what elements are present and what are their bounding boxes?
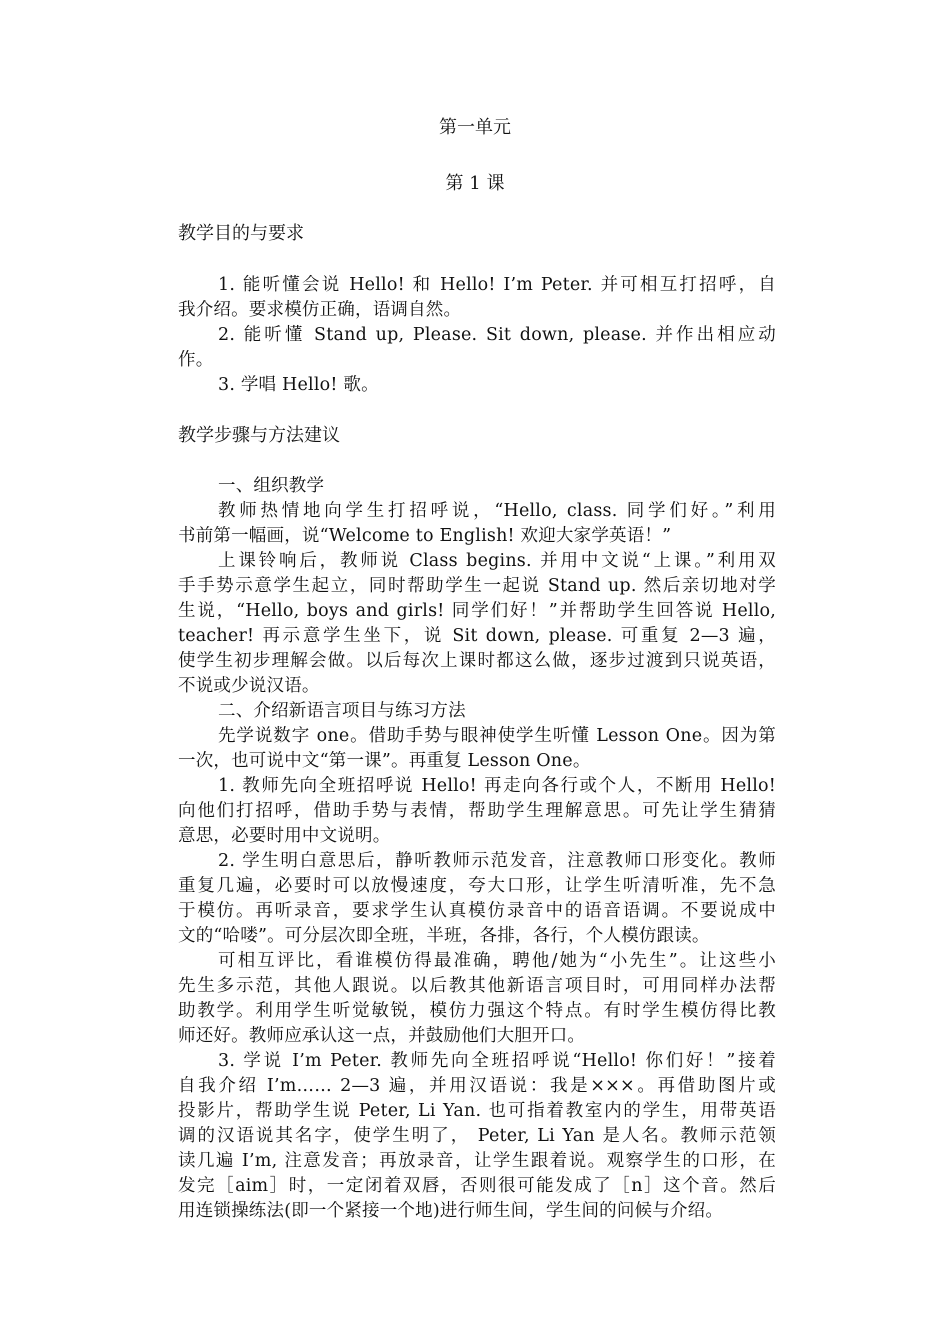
paragraph-line: 自我介绍 I’m…… 2—3 遍，并用汉语说：我是×××。再借助图片或 xyxy=(178,1076,776,1096)
section-heading-steps: 教学步骤与方法建议 xyxy=(178,425,340,446)
paragraph-line: 文的“哈喽”。可分层次即全班，半班，各排，各行，个人模仿跟读。 xyxy=(178,926,710,946)
paragraph-line: 师还好。教师应承认这一点，并鼓励他们大胆开口。 xyxy=(178,1026,586,1046)
subsection-heading: 二、介绍新语言项目与练习方法 xyxy=(218,701,466,721)
paragraph-line: 书前第一幅画，说“Welcome to English! 欢迎大家学英语！” xyxy=(178,526,672,546)
paragraph-line: 意思，必要时用中文说明。 xyxy=(178,826,391,846)
section-heading-goals: 教学目的与要求 xyxy=(178,223,304,244)
paragraph-line: 发完［aim］时，一定闭着双唇，否则很可能发成了［n］这个音。然后 xyxy=(178,1176,776,1196)
paragraph-line: 调的汉语说其名字，使学生明了， Peter, Li Yan 是人名。教师示范领 xyxy=(178,1126,776,1146)
paragraph-line: 助教学。利用学生听觉敏锐，模仿力强这个特点。有时学生模仿得比教 xyxy=(178,1001,776,1021)
paragraph-line: 3. 学说 I’m Peter. 教师先向全班招呼说“Hello! 你们好！”接着 xyxy=(218,1051,776,1071)
paragraph-line: 不说或少说汉语。 xyxy=(178,676,320,696)
paragraph-line: 先生多示范，其他人跟说。以后教其他新语言项目时，可用同样办法帮 xyxy=(178,976,776,996)
paragraph-line: 1. 教师先向全班招呼说 Hello! 再走向各行或个人，不断用 Hello! xyxy=(218,776,776,796)
paragraph-line: teacher! 再示意学生坐下，说 Sit down, please. 可重复 2—3 遍， xyxy=(178,626,776,646)
paragraph-line: 于模仿。再听录音，要求学生认真模仿录音中的语音语调。不要说成中 xyxy=(178,901,776,921)
paragraph-line: 投影片，帮助学生说 Peter, Li Yan. 也可指着教室内的学生，用带英语 xyxy=(178,1101,776,1121)
lesson-title: 第 1 课 xyxy=(445,173,505,194)
paragraph-line: 使学生初步理解会做。以后每次上课时都这么做，逐步过渡到只说英语， xyxy=(178,651,776,671)
paragraph-line: 先学说数字 one。借助手势与眼神使学生听懂 Lesson One。因为第 xyxy=(218,726,776,746)
paragraph-line: 上课铃响后，教师说 Class begins. 并用中文说“上课。”利用双 xyxy=(218,551,776,571)
goal-line: 1. 能听懂会说 Hello! 和 Hello! I’m Peter. 并可相互打招呼，自 xyxy=(218,275,776,295)
paragraph-line: 向他们打招呼，借助手势与表情，帮助学生理解意思。可先让学生猜猜 xyxy=(178,801,776,821)
paragraph-line: 可相互评比，看谁模仿得最准确，聘他/她为“小先生”。让这些小 xyxy=(218,951,776,971)
goal-line: 作。 xyxy=(178,350,214,370)
goal-line: 我介绍。要求模仿正确，语调自然。 xyxy=(178,300,462,320)
paragraph-line: 生说，“Hello, boys and girls! 同学们好！”并帮助学生回答说 Hello, xyxy=(178,601,776,621)
unit-title: 第一单元 xyxy=(439,117,511,138)
paragraph-line: 2. 学生明白意思后，静听教师示范发音，注意教师口形变化。教师 xyxy=(218,851,776,871)
goal-line: 2. 能听懂 Stand up, Please. Sit down, please. 并作出相应动 xyxy=(218,325,776,345)
paragraph-line: 重复几遍，必要时可以放慢速度，夸大口形，让学生听清听准，先不急 xyxy=(178,876,776,896)
goal-line: 3. 学唱 Hello! 歌。 xyxy=(218,375,379,395)
paragraph-line: 教师热情地向学生打招呼说，“Hello, class. 同学们好。”利用 xyxy=(218,501,776,521)
paragraph-line: 手手势示意学生起立，同时帮助学生一起说 Stand up. 然后亲切地对学 xyxy=(178,576,776,596)
paragraph-line: 用连锁操练法(即一个紧接一个地)进行师生间，学生间的问候与介绍。 xyxy=(178,1201,724,1221)
paragraph-line: 读几遍 I’m, 注意发音；再放录音，让学生跟着说。观察学生的口形，在 xyxy=(178,1151,776,1171)
subsection-heading: 一、组织教学 xyxy=(218,476,325,496)
paragraph-line: 一次，也可说中文“第一课”。再重复 Lesson One。 xyxy=(178,751,591,771)
